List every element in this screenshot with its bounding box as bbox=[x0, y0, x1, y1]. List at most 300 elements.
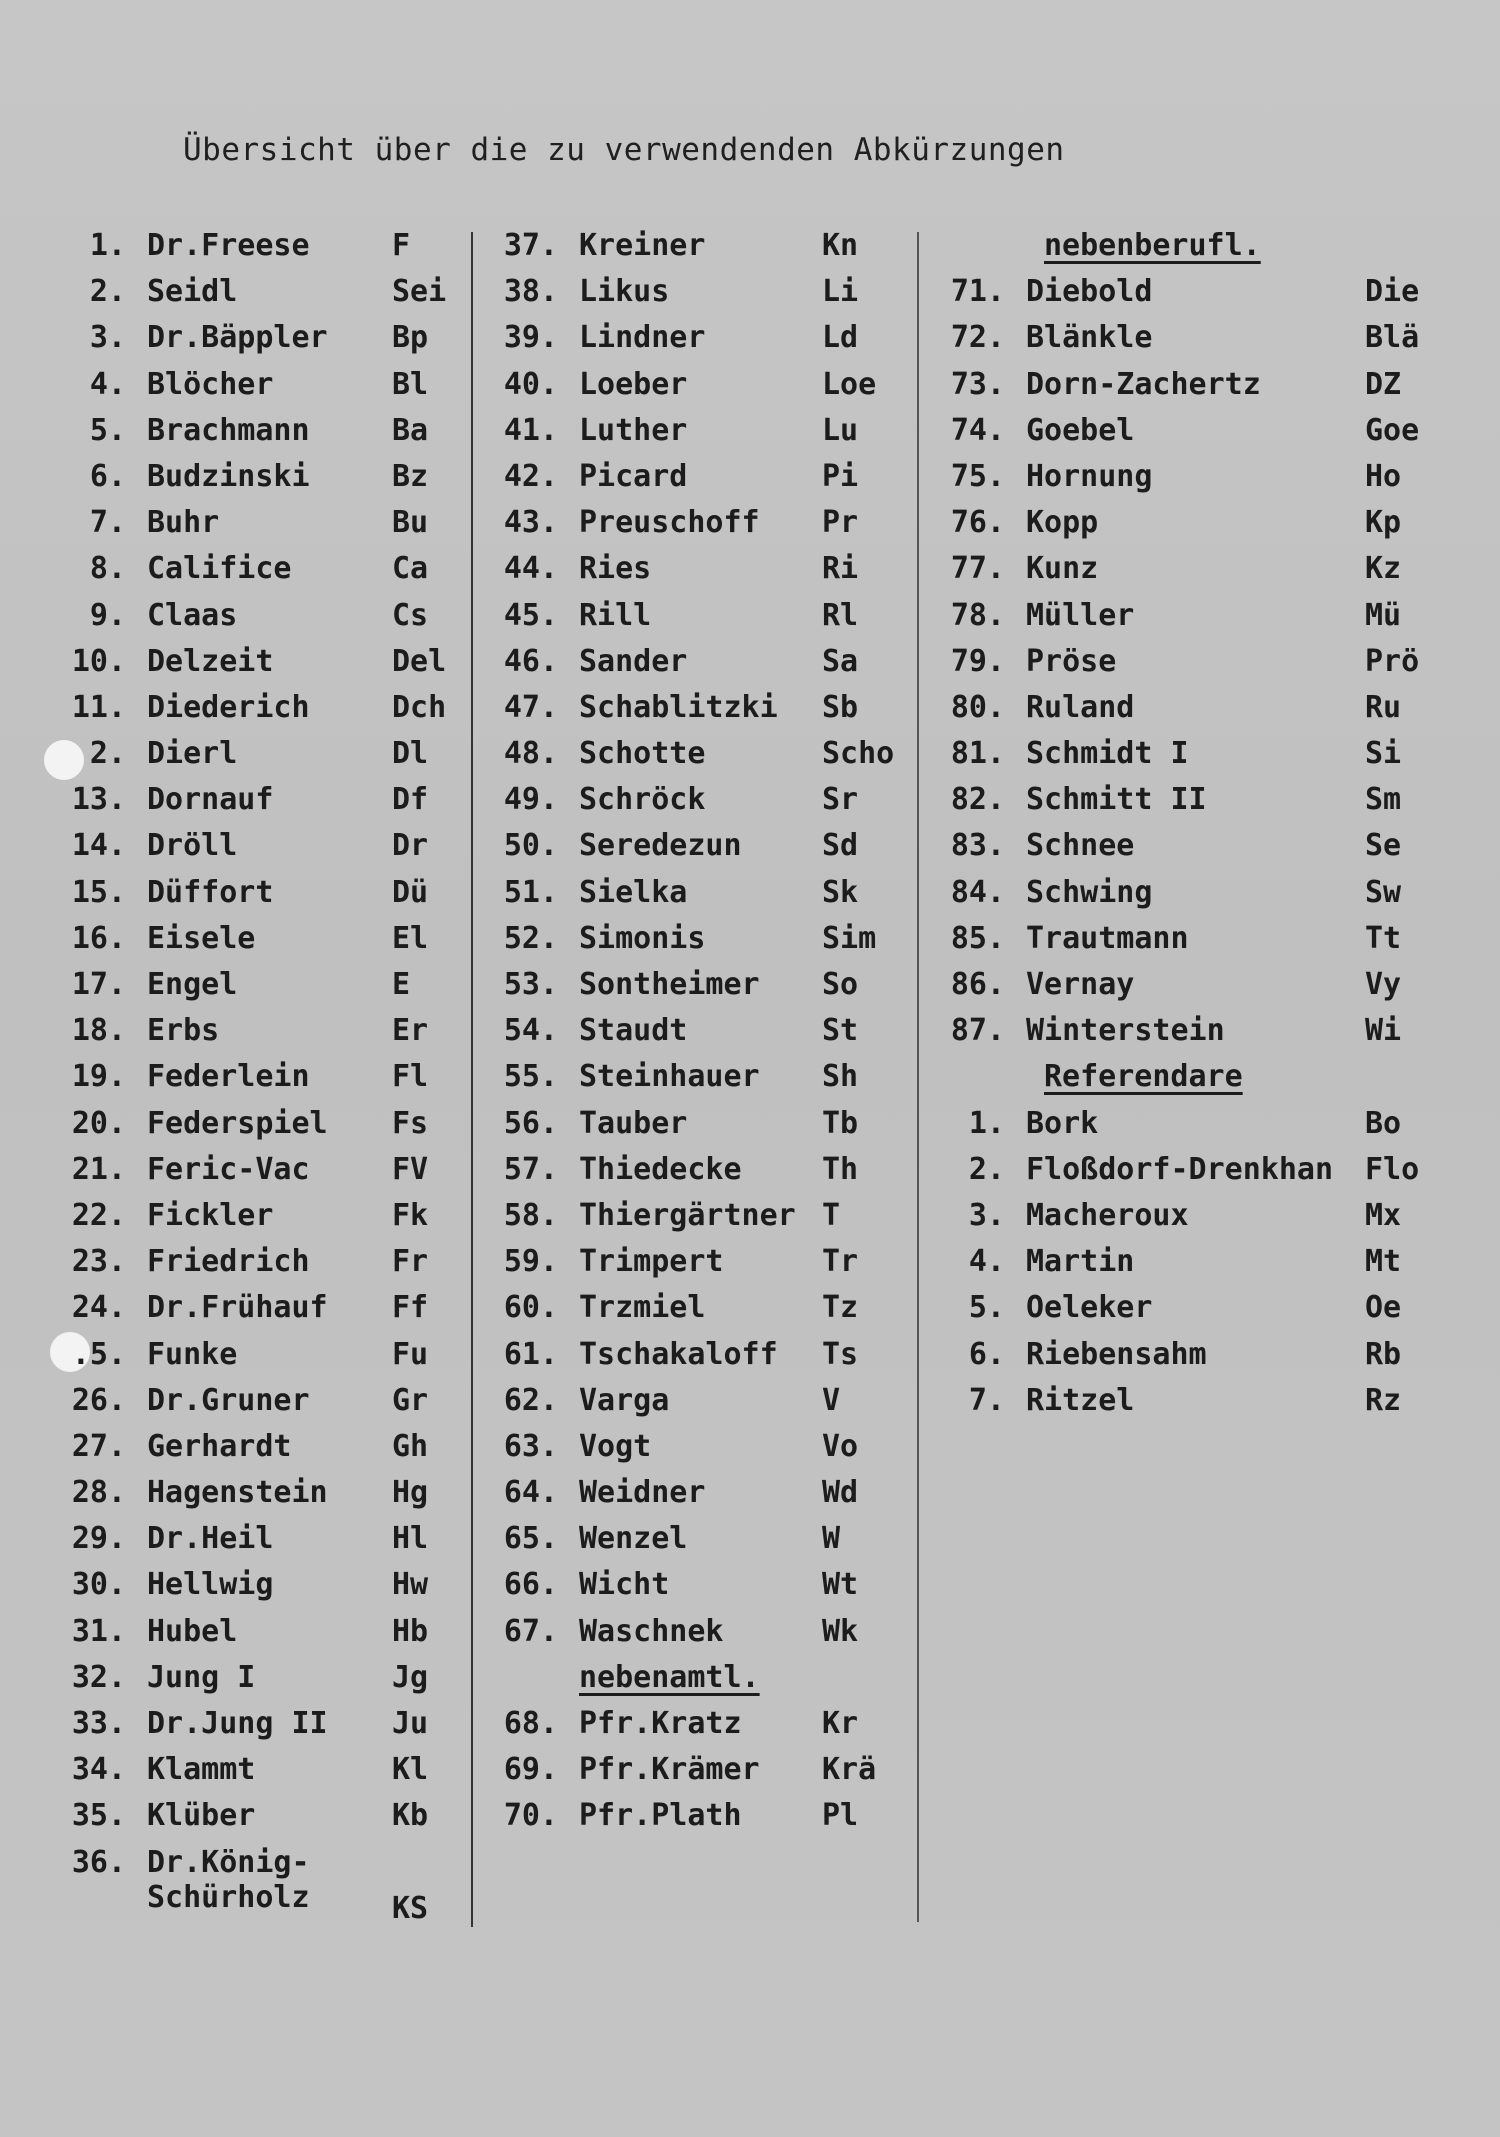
entry-name bbox=[147, 551, 292, 586]
section-heading-row bbox=[925, 1059, 1495, 1105]
entry-name bbox=[147, 1198, 273, 1233]
list-item bbox=[925, 1244, 1495, 1290]
entry-name bbox=[147, 1013, 219, 1048]
list-item bbox=[0, 1614, 470, 1660]
list-item bbox=[480, 1290, 910, 1336]
entry-number: 6. bbox=[968, 1336, 1005, 1372]
entry-name-line: Buhr bbox=[147, 505, 220, 541]
entry-name-line: Hellwig bbox=[147, 1567, 274, 1603]
entry-name-line: Schröck bbox=[579, 782, 706, 818]
entry-name bbox=[579, 1383, 669, 1418]
entry-name-line: Ruland bbox=[1026, 689, 1135, 725]
entry-name bbox=[579, 1567, 669, 1602]
entry-name-line: Dr.Freese bbox=[147, 228, 310, 263]
list-item bbox=[0, 320, 470, 366]
entry-number: 13. bbox=[71, 782, 126, 818]
entry-number: 16. bbox=[71, 920, 126, 956]
entry-name bbox=[579, 551, 651, 586]
entry-number: 81. bbox=[950, 736, 1005, 772]
list-item bbox=[0, 1383, 470, 1429]
entry-number: 77. bbox=[950, 551, 1005, 587]
entry-number: 10. bbox=[71, 643, 126, 679]
entry-name-line: Schablitzki bbox=[579, 689, 778, 725]
entry-abbreviation: Mü bbox=[1365, 597, 1402, 633]
entry-name-line: Trautmann bbox=[1026, 920, 1189, 956]
entry-name-line: Hagenstein bbox=[147, 1475, 328, 1511]
entry-name-line: Wenzel bbox=[579, 1521, 688, 1557]
list-item bbox=[0, 274, 470, 320]
entry-name bbox=[579, 1521, 687, 1556]
entry-name-line: Ritzel bbox=[1026, 1382, 1135, 1418]
entry-name bbox=[1026, 1106, 1098, 1141]
entry-number: 24. bbox=[71, 1290, 126, 1326]
entry-name-line: Klüber bbox=[147, 1798, 256, 1834]
entry-name bbox=[579, 505, 760, 540]
entry-abbreviation: Hg bbox=[392, 1475, 429, 1511]
entry-number: 32. bbox=[71, 1659, 126, 1695]
entry-name-line: Sielka bbox=[579, 874, 688, 910]
entry-abbreviation: Wd bbox=[822, 1475, 859, 1511]
entry-abbreviation: KS bbox=[392, 1890, 429, 1926]
entry-number: 45. bbox=[503, 597, 558, 633]
entry-name-line: Goebel bbox=[1026, 412, 1135, 448]
entry-name-line: Vernay bbox=[1026, 967, 1135, 1002]
list-item bbox=[480, 459, 910, 505]
entry-abbreviation: So bbox=[822, 967, 859, 1002]
entry-number: 52. bbox=[503, 920, 558, 956]
entry-number: 62. bbox=[503, 1382, 558, 1418]
list-item bbox=[480, 598, 910, 644]
entry-name bbox=[147, 1152, 310, 1187]
entry-name bbox=[147, 1244, 310, 1279]
entry-name bbox=[1026, 551, 1098, 586]
entry-number: 75. bbox=[950, 458, 1005, 494]
entry-name-line: Califice bbox=[147, 551, 292, 587]
entry-name-line: Ries bbox=[579, 551, 652, 587]
entry-name-line: Dorn-Zachertz bbox=[1026, 366, 1261, 402]
entry-name bbox=[579, 644, 687, 679]
entry-abbreviation: Sa bbox=[822, 643, 859, 679]
entry-name-line: Thiedecke bbox=[579, 1151, 742, 1187]
entry-name bbox=[147, 1429, 292, 1464]
entry-abbreviation: Sb bbox=[822, 689, 859, 725]
entry-number: 82. bbox=[950, 782, 1005, 818]
entry-name-line: Erbs bbox=[147, 1013, 220, 1049]
entry-name-line: Diederich bbox=[147, 689, 310, 725]
entry-abbreviation: FV bbox=[392, 1151, 429, 1187]
entry-abbreviation: Hb bbox=[392, 1613, 429, 1649]
entry-name-line: Dornauf bbox=[147, 782, 274, 818]
list-item bbox=[925, 921, 1495, 967]
entry-abbreviation: Kl bbox=[392, 1752, 429, 1788]
entry-abbreviation: Ff bbox=[392, 1290, 429, 1326]
entry-name bbox=[1026, 1013, 1225, 1048]
entry-abbreviation: Rz bbox=[1365, 1382, 1402, 1418]
entry-number: 5. bbox=[968, 1290, 1005, 1326]
entry-name-line: Steinhauer bbox=[579, 1059, 760, 1095]
entry-number: 74. bbox=[950, 412, 1005, 448]
entry-number: 30. bbox=[71, 1567, 126, 1603]
entry-number: 4. bbox=[968, 1244, 1005, 1280]
entry-number: 87. bbox=[950, 1013, 1005, 1049]
entry-number: 60. bbox=[503, 1290, 558, 1326]
entry-abbreviation: Fu bbox=[392, 1336, 429, 1372]
entry-abbreviation: Si bbox=[1365, 736, 1402, 772]
section-heading-row bbox=[480, 1660, 910, 1706]
list-item bbox=[0, 228, 470, 274]
entry-name bbox=[147, 459, 310, 494]
entry-abbreviation: Tr bbox=[822, 1244, 859, 1280]
list-item bbox=[480, 1475, 910, 1521]
entry-name bbox=[579, 1798, 742, 1833]
entry-number: 79. bbox=[950, 643, 1005, 679]
entry-name-line: Pröse bbox=[1026, 643, 1117, 679]
entry-name-line: Trzmiel bbox=[579, 1290, 706, 1326]
entry-abbreviation: Rl bbox=[822, 597, 859, 633]
entry-name bbox=[1026, 598, 1134, 633]
entry-abbreviation: Sd bbox=[822, 828, 859, 864]
entry-number: .5. bbox=[71, 1336, 126, 1372]
entry-abbreviation: Mx bbox=[1365, 1197, 1402, 1233]
entry-abbreviation: Pi bbox=[822, 458, 859, 494]
entry-abbreviation: V bbox=[822, 1382, 841, 1418]
entry-number: 1. bbox=[968, 1105, 1005, 1141]
entry-abbreviation: Kn bbox=[822, 228, 859, 263]
entry-name bbox=[1026, 274, 1152, 309]
entry-number: 39. bbox=[503, 320, 558, 356]
entry-abbreviation: Scho bbox=[822, 736, 895, 772]
entry-abbreviation: Kp bbox=[1365, 505, 1402, 541]
entry-number: 67. bbox=[503, 1613, 558, 1649]
entry-name bbox=[147, 413, 310, 448]
entry-name bbox=[147, 1845, 310, 1915]
entry-name-line: Gerhardt bbox=[147, 1428, 292, 1464]
entry-abbreviation: Dl bbox=[392, 736, 429, 772]
entry-name bbox=[579, 413, 687, 448]
entry-name bbox=[147, 736, 237, 771]
list-item bbox=[0, 690, 470, 736]
list-item bbox=[0, 1244, 470, 1290]
entry-name-line: Wicht bbox=[579, 1567, 670, 1603]
entry-abbreviation: Blä bbox=[1365, 320, 1420, 356]
entry-abbreviation: Fk bbox=[392, 1197, 429, 1233]
entry-number: 43. bbox=[503, 505, 558, 541]
entry-name bbox=[579, 875, 687, 910]
entry-abbreviation: Bu bbox=[392, 505, 429, 541]
list-item bbox=[0, 1567, 470, 1613]
entry-name bbox=[147, 1614, 237, 1649]
entry-name bbox=[579, 1337, 778, 1372]
entry-name bbox=[1026, 1383, 1134, 1418]
entry-name-line: Klammt bbox=[147, 1752, 256, 1788]
entry-abbreviation: Sr bbox=[822, 782, 859, 818]
entry-name bbox=[1026, 505, 1098, 540]
entry-name bbox=[147, 1567, 273, 1602]
entry-name-line: Floßdorf-Drenkhan bbox=[1026, 1151, 1334, 1187]
entry-name-line: Luther bbox=[579, 412, 688, 448]
entry-name bbox=[579, 459, 687, 494]
entry-abbreviation: Ld bbox=[822, 320, 859, 356]
entry-number: 80. bbox=[950, 689, 1005, 725]
entry-abbreviation: Ri bbox=[822, 551, 859, 587]
entry-name-line: Brachmann bbox=[147, 412, 310, 448]
list-item bbox=[0, 1845, 470, 1937]
entry-name bbox=[147, 367, 273, 402]
list-item bbox=[0, 967, 470, 1013]
entry-abbreviation: Sei bbox=[392, 274, 447, 310]
entry-name-line: Engel bbox=[147, 967, 238, 1002]
entry-name bbox=[147, 1106, 328, 1141]
section-heading: Referendare bbox=[1044, 1059, 1243, 1095]
entry-name bbox=[579, 782, 705, 817]
entry-abbreviation: Pl bbox=[822, 1798, 859, 1834]
entry-name bbox=[1026, 828, 1134, 863]
entry-name-line: Diebold bbox=[1026, 274, 1153, 310]
entry-number: 6. bbox=[89, 458, 126, 494]
entry-abbreviation: Krä bbox=[822, 1752, 877, 1788]
list-item bbox=[480, 644, 910, 690]
entry-name bbox=[147, 1798, 255, 1833]
list-item bbox=[480, 782, 910, 828]
list-item bbox=[925, 598, 1495, 644]
section-heading: nebenberufl. bbox=[1044, 228, 1261, 263]
entry-number: 55. bbox=[503, 1059, 558, 1095]
list-item bbox=[0, 1013, 470, 1059]
entry-abbreviation: Dch bbox=[392, 689, 447, 725]
entry-name-line: Jung I bbox=[147, 1659, 256, 1695]
entry-name bbox=[147, 505, 219, 540]
list-item bbox=[480, 551, 910, 597]
page-title: Übersicht über die zu verwendenden Abkürzungen bbox=[183, 132, 1065, 168]
list-item bbox=[480, 1521, 910, 1567]
entry-name-line: Düffort bbox=[147, 874, 274, 910]
entry-abbreviation: Kr bbox=[822, 1706, 859, 1741]
entry-number: 5. bbox=[89, 412, 126, 448]
entry-name-line: Schmidt I bbox=[1026, 736, 1189, 772]
entry-abbreviation: Bl bbox=[392, 366, 429, 402]
entry-number: 47. bbox=[503, 689, 558, 725]
entry-number: 58. bbox=[503, 1197, 558, 1233]
entry-number: 34. bbox=[71, 1752, 126, 1788]
entry-name bbox=[579, 1152, 742, 1187]
entry-name bbox=[1026, 875, 1152, 910]
entry-name bbox=[147, 644, 273, 679]
entry-abbreviation: Prö bbox=[1365, 643, 1420, 679]
entry-number: 23. bbox=[71, 1244, 126, 1280]
entry-number: 28. bbox=[71, 1475, 126, 1511]
list-item bbox=[925, 459, 1495, 505]
entry-name bbox=[147, 875, 273, 910]
list-item bbox=[925, 320, 1495, 366]
entry-number: 33. bbox=[71, 1706, 126, 1741]
entry-name-line: Dr.Bäppler bbox=[147, 320, 328, 356]
list-item bbox=[480, 736, 910, 782]
entry-number: 44. bbox=[503, 551, 558, 587]
entry-name-line: Claas bbox=[147, 597, 238, 633]
entry-name bbox=[147, 782, 273, 817]
list-item bbox=[480, 875, 910, 921]
entry-abbreviation: Se bbox=[1365, 828, 1402, 864]
entry-abbreviation: Ca bbox=[392, 551, 429, 587]
entry-number: 11. bbox=[71, 689, 126, 725]
entry-name-line: Seidl bbox=[147, 274, 238, 310]
list-item bbox=[0, 1290, 470, 1336]
entry-abbreviation: Er bbox=[392, 1013, 429, 1049]
list-item bbox=[925, 413, 1495, 459]
entry-number: 85. bbox=[950, 920, 1005, 956]
entry-abbreviation: F bbox=[392, 228, 411, 263]
entry-abbreviation: DZ bbox=[1365, 366, 1402, 402]
list-item bbox=[480, 967, 910, 1013]
entry-name bbox=[1026, 782, 1207, 817]
entry-abbreviation: Pr bbox=[822, 505, 859, 541]
list-item bbox=[480, 921, 910, 967]
entry-abbreviation: Del bbox=[392, 643, 447, 679]
list-item bbox=[0, 413, 470, 459]
entry-abbreviation: Sim bbox=[822, 920, 877, 956]
entry-number: 7. bbox=[968, 1382, 1005, 1418]
entry-name bbox=[1026, 1152, 1333, 1187]
entry-abbreviation: El bbox=[392, 920, 429, 956]
entry-name bbox=[147, 828, 237, 863]
entry-number: 46. bbox=[503, 643, 558, 679]
entry-name bbox=[1026, 459, 1152, 494]
entry-name bbox=[579, 274, 669, 309]
entry-name-line: Dierl bbox=[147, 736, 238, 772]
entry-name-line: Sontheimer bbox=[579, 967, 760, 1002]
entry-number: 7. bbox=[89, 505, 126, 541]
entry-name-line: Federspiel bbox=[147, 1105, 328, 1141]
entry-name bbox=[579, 367, 687, 402]
list-item bbox=[925, 1106, 1495, 1152]
entry-abbreviation: Cs bbox=[392, 597, 429, 633]
entry-number: 29. bbox=[71, 1521, 126, 1557]
entry-name-line: Kunz bbox=[1026, 551, 1099, 587]
entry-name bbox=[1026, 367, 1261, 402]
entry-name-line: Tauber bbox=[579, 1105, 688, 1141]
entry-abbreviation: Sh bbox=[822, 1059, 859, 1095]
list-item bbox=[0, 459, 470, 505]
list-item bbox=[0, 551, 470, 597]
list-item bbox=[0, 1706, 470, 1752]
entry-number: 76. bbox=[950, 505, 1005, 541]
entry-number: 14. bbox=[71, 828, 126, 864]
entry-number: 36. bbox=[71, 1844, 126, 1880]
list-item bbox=[0, 1660, 470, 1706]
entry-name bbox=[579, 967, 760, 1002]
list-item bbox=[0, 367, 470, 413]
entry-number: 51. bbox=[503, 874, 558, 910]
entry-abbreviation: Vo bbox=[822, 1428, 859, 1464]
list-item bbox=[480, 1383, 910, 1429]
list-item bbox=[0, 1798, 470, 1844]
entry-name-line: Picard bbox=[579, 458, 688, 494]
entry-name bbox=[1026, 413, 1134, 448]
list-item bbox=[925, 367, 1495, 413]
entry-name bbox=[1026, 736, 1189, 771]
entry-name bbox=[579, 1059, 760, 1094]
entry-name-line: Budzinski bbox=[147, 458, 310, 494]
entry-number: 73. bbox=[950, 366, 1005, 402]
entry-name bbox=[147, 1706, 328, 1741]
entry-name-line: Seredezun bbox=[579, 828, 742, 864]
entry-abbreviation: Ts bbox=[822, 1336, 859, 1372]
entry-abbreviation: Mt bbox=[1365, 1244, 1402, 1280]
entry-number: 4. bbox=[89, 366, 126, 402]
entry-name bbox=[147, 228, 310, 263]
entry-number: 3. bbox=[968, 1197, 1005, 1233]
entry-number: 64. bbox=[503, 1475, 558, 1511]
entry-abbreviation: Goe bbox=[1365, 412, 1420, 448]
entry-number: 63. bbox=[503, 1428, 558, 1464]
entry-number: 35. bbox=[71, 1798, 126, 1834]
entry-name-line: Schmitt II bbox=[1026, 782, 1207, 818]
list-item bbox=[0, 875, 470, 921]
entry-name bbox=[579, 320, 705, 355]
list-item bbox=[0, 1475, 470, 1521]
entry-name-line: Winterstein bbox=[1026, 1013, 1225, 1049]
entry-abbreviation: Sk bbox=[822, 874, 859, 910]
entry-name-line: Funke bbox=[147, 1336, 238, 1372]
entry-number: 15. bbox=[71, 874, 126, 910]
list-item bbox=[0, 1521, 470, 1567]
entry-abbreviation: Flo bbox=[1365, 1151, 1420, 1187]
section-heading-row bbox=[925, 228, 1495, 274]
entry-name-line: Weidner bbox=[579, 1475, 706, 1511]
entry-number: 17. bbox=[71, 967, 126, 1002]
entry-name bbox=[579, 1106, 687, 1141]
list-item bbox=[480, 320, 910, 366]
entry-name bbox=[579, 1290, 705, 1325]
list-item bbox=[480, 367, 910, 413]
entry-name bbox=[579, 1706, 742, 1741]
entry-abbreviation: Dü bbox=[392, 874, 429, 910]
entry-number: 19. bbox=[71, 1059, 126, 1095]
entry-name bbox=[579, 1013, 687, 1048]
entry-abbreviation: Df bbox=[392, 782, 429, 818]
list-item bbox=[925, 505, 1495, 551]
entry-name-line: Simonis bbox=[579, 920, 706, 956]
entry-name-line: Schwing bbox=[1026, 874, 1153, 910]
list-item bbox=[925, 1198, 1495, 1244]
entry-name-line: Fickler bbox=[147, 1197, 274, 1233]
entry-name bbox=[147, 967, 237, 1002]
list-item bbox=[0, 736, 470, 782]
entry-name bbox=[579, 228, 705, 263]
entry-number: 65. bbox=[503, 1521, 558, 1557]
entry-number: 56. bbox=[503, 1105, 558, 1141]
list-item bbox=[925, 551, 1495, 597]
entry-number: 48. bbox=[503, 736, 558, 772]
list-item bbox=[480, 690, 910, 736]
column-divider-right bbox=[917, 232, 919, 1922]
list-item bbox=[925, 1152, 1495, 1198]
list-item bbox=[0, 1152, 470, 1198]
entry-abbreviation: Tt bbox=[1365, 920, 1402, 956]
column-2 bbox=[480, 228, 910, 1845]
entry-name-line: Likus bbox=[579, 274, 670, 310]
entry-name-line: Feric-Vac bbox=[147, 1151, 310, 1187]
entry-name-line: Sander bbox=[579, 643, 688, 679]
entry-name-line: Eisele bbox=[147, 920, 256, 956]
entry-number: 69. bbox=[503, 1752, 558, 1788]
entry-name bbox=[1026, 967, 1134, 1002]
entry-name-line: Rill bbox=[579, 597, 652, 633]
list-item bbox=[0, 1337, 470, 1383]
entry-abbreviation: St bbox=[822, 1013, 859, 1049]
entry-name-line: Waschnek bbox=[579, 1613, 724, 1649]
entry-abbreviation: Hw bbox=[392, 1567, 429, 1603]
